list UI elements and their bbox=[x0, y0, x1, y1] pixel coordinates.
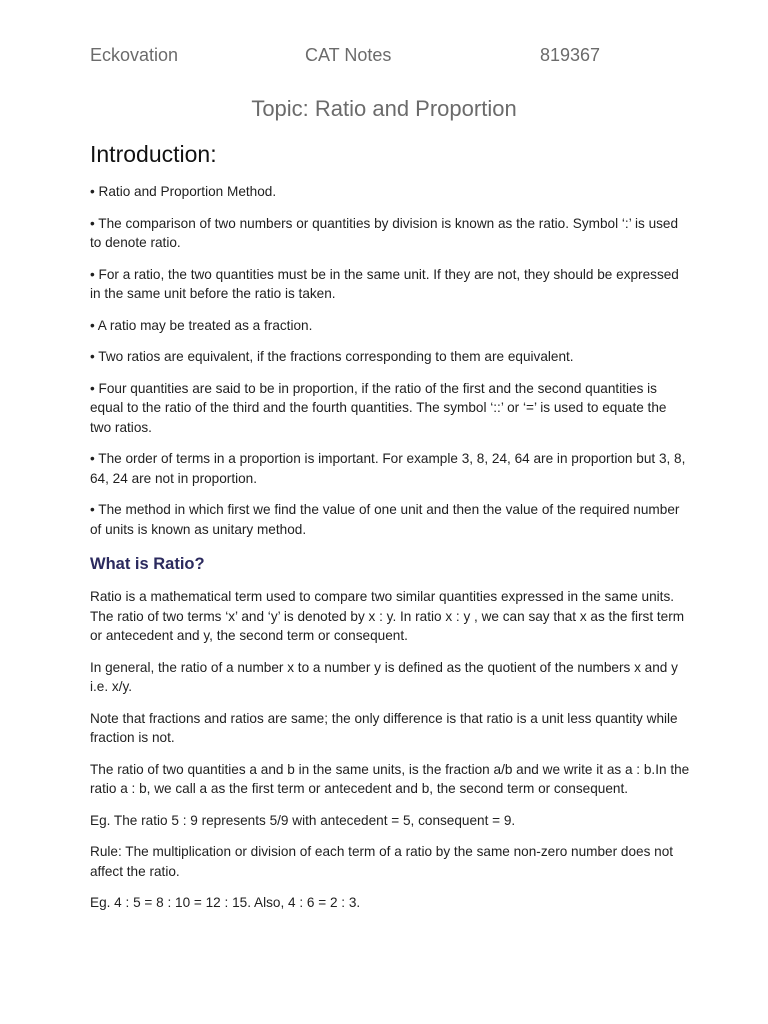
intro-bullet: • A ratio may be treated as a fraction. bbox=[90, 317, 313, 333]
ratio-paragraph: Eg. 4 : 5 = 8 : 10 = 12 : 15. Also, 4 : 6 = 2 : 3. bbox=[90, 895, 361, 910]
introduction-heading: Introduction: bbox=[90, 141, 217, 167]
ratio-paragraph: In general, the ratio of a number x to a number y is defined as the quotient of the numbers x and y i.e. x/y. bbox=[90, 659, 678, 694]
header-brand: Eckovation bbox=[90, 45, 179, 65]
ratio-paragraph: Rule: The multiplication or division of each term of a ratio by the same non-zero number does not affect the ratio. bbox=[90, 844, 674, 879]
page-header bbox=[0, 45, 768, 71]
document-body bbox=[90, 140, 690, 925]
intro-bullet: • For a ratio, the two quantities must be in the same unit. If they are not, they should be expressed in the same unit before the ratio is taken. bbox=[90, 266, 679, 301]
topic-title: Topic: Ratio and Proportion bbox=[251, 96, 517, 121]
intro-bullet: • Four quantities are said to be in proportion, if the ratio of the first and the second quantities is equal to the ratio of the third and the fourth quantities. The symbol ‘::’ or ‘=’ is used to equate the two ratios. bbox=[90, 380, 667, 435]
ratio-paragraph: Ratio is a mathematical term used to compare two similar quantities expressed in the same units. The ratio of two terms ‘x’ and ‘y’ is denoted by x : y. In ratio x : y , we can say that x as the first term or antecedent and y, the second term or consequent. bbox=[90, 589, 685, 643]
intro-bullet: • The order of terms in a proportion is important. For example 3, 8, 24, 64 are in proportion but 3, 8, 64, 24 are not in proportion. bbox=[90, 451, 686, 486]
what-is-ratio-heading: What is Ratio? bbox=[90, 555, 205, 573]
ratio-paragraph: Eg. The ratio 5 : 9 represents 5/9 with antecedent = 5, consequent = 9. bbox=[90, 812, 516, 828]
intro-bullet: • Ratio and Proportion Method. bbox=[90, 184, 277, 199]
intro-bullet: • The method in which first we find the value of one unit and then the value of the required number of units is known as unitary method. bbox=[90, 502, 680, 537]
intro-bullet: • The comparison of two numbers or quantities by division is known as the ratio. Symbol ‘:’ is used to denote ratio. bbox=[90, 215, 679, 250]
header-title: CAT Notes bbox=[305, 45, 392, 65]
ratio-paragraph: Note that fractions and ratios are same; the only difference is that ratio is a unit less quantity while fraction is not. bbox=[90, 710, 678, 745]
intro-bullet: • Two ratios are equivalent, if the fractions corresponding to them are equivalent. bbox=[90, 349, 574, 364]
header-code: 819367 bbox=[540, 45, 601, 65]
ratio-paragraph: The ratio of two quantities a and b in the same units, is the fraction a/b and we write it as a : b.In the ratio a : b, we call a as the first term or antecedent and b, the second term or consequent. bbox=[90, 761, 690, 796]
